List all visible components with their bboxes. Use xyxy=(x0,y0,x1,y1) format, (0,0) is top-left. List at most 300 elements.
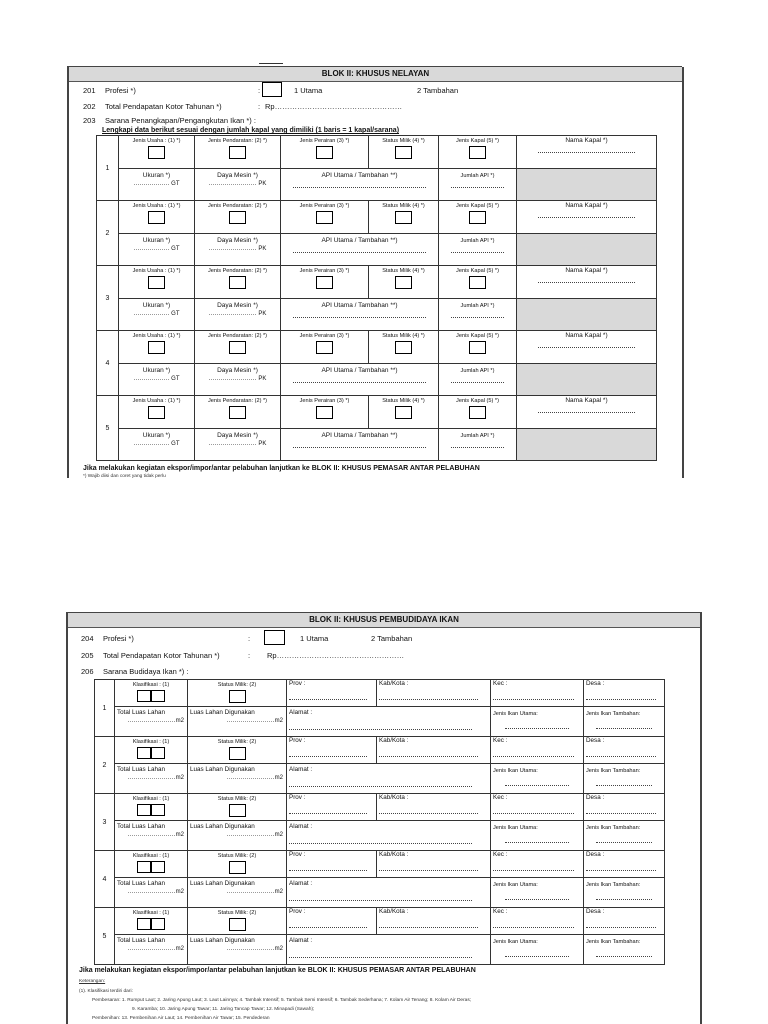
answer-box[interactable] xyxy=(151,861,165,873)
api-field[interactable] xyxy=(293,246,426,253)
prov-field[interactable] xyxy=(289,807,367,814)
jenis-ikan-utama-field[interactable] xyxy=(505,893,569,900)
luas-digunakan-field[interactable]: ……………………m2 xyxy=(226,775,283,781)
cell-label: Jenis Pendaratan: (2) *) xyxy=(207,333,268,339)
cell-klasifikasi xyxy=(115,908,188,935)
total-luas-field[interactable]: ……………………m2 xyxy=(127,718,184,724)
option-tambahan: 2 Tambahan xyxy=(417,86,459,95)
row-number: 5 xyxy=(95,908,115,965)
profesi-answer-box[interactable] xyxy=(262,82,282,97)
cell-jenis-perairan xyxy=(281,201,369,234)
budidaya-row-top xyxy=(95,680,665,707)
cell-kab-kota xyxy=(377,851,491,878)
cell-luas-digunakan xyxy=(188,935,287,965)
luas-digunakan-field[interactable]: ……………………m2 xyxy=(226,946,283,952)
answer-box[interactable] xyxy=(137,861,151,873)
cell-daya-mesin xyxy=(195,429,281,461)
note-line: Pembesaran: 1. Rumput Laut; 2. Jaring Apung Laut; 3. Laut Lainnya; 4. Tambak Intensif; 5. Tambak Semi Intensif; 6. Tambak Sederhana; 7. Kolam Air Tenang; 8. Kolam Air Deras; xyxy=(92,998,472,1003)
klasifikasi-boxes xyxy=(137,861,165,872)
top-mark xyxy=(259,63,283,64)
luas-digunakan-field[interactable]: ……………………m2 xyxy=(226,889,283,895)
cell-label: Luas Lahan Digunakan xyxy=(190,937,255,944)
cell-status-milik xyxy=(369,201,439,234)
nama-kapal-field[interactable] xyxy=(538,406,635,413)
cell-label: Status Milik (4) *) xyxy=(382,398,425,404)
cell-label: API Utama / Tambahan **) xyxy=(321,432,398,439)
cell-klasifikasi xyxy=(115,680,188,707)
cell-label: Prov : xyxy=(289,794,306,801)
cell-status-milik xyxy=(188,680,287,707)
cell-label: Kab/Kota : xyxy=(379,794,409,801)
prov-field[interactable] xyxy=(289,750,367,757)
klasifikasi-boxes xyxy=(137,747,165,758)
profesi-answer-box[interactable] xyxy=(264,630,285,645)
nama-kapal-field[interactable] xyxy=(538,341,635,348)
answer-box[interactable] xyxy=(395,276,412,289)
api-field[interactable] xyxy=(293,441,426,448)
cell-nama-kapal xyxy=(517,136,657,169)
answer-box[interactable] xyxy=(316,146,333,159)
cell-label: Jenis Perairan (3) *) xyxy=(299,203,350,209)
cell-kec xyxy=(491,851,584,878)
block-header: BLOK II: KHUSUS NELAYAN xyxy=(69,67,682,82)
desa-field[interactable] xyxy=(586,693,656,700)
answer-box[interactable] xyxy=(229,690,246,703)
note-line: (1). Klasifikasi terdiri dari: xyxy=(79,989,133,994)
cell-kec xyxy=(491,737,584,764)
cell-label: Alamat : xyxy=(289,937,313,944)
cell-label: Jumlah API *) xyxy=(460,368,495,374)
answer-box[interactable] xyxy=(229,918,246,931)
cell-nama-kapal xyxy=(517,266,657,299)
cell-label: Jumlah API *) xyxy=(460,238,495,244)
cell-label: Desa : xyxy=(586,680,605,687)
row-number: 3 xyxy=(95,794,115,851)
cell-label: Prov : xyxy=(289,908,306,915)
cell-label: Status Milik (4) *) xyxy=(382,203,425,209)
colon: : xyxy=(258,102,261,111)
cell-label: Kab/Kota : xyxy=(379,851,409,858)
desa-field[interactable] xyxy=(586,750,656,757)
cell-label: Jenis Kapal (5) *) xyxy=(456,268,499,274)
ukuran-field[interactable]: ……………… GT xyxy=(133,311,180,317)
cell-label: API Utama / Tambahan **) xyxy=(321,237,398,244)
answer-box[interactable] xyxy=(137,747,151,759)
cell-desa xyxy=(584,680,665,707)
cell-label: Status Milik: (2) xyxy=(217,796,257,802)
row-number: 1 xyxy=(97,136,119,201)
budidaya-row-bottom xyxy=(95,764,665,794)
cell-kab-kota xyxy=(377,680,491,707)
jumlah-api-field[interactable] xyxy=(451,441,505,448)
cell-jumlah-api xyxy=(439,364,517,396)
kapal-row-top xyxy=(97,396,657,429)
cell-shaded xyxy=(517,299,657,331)
cell-daya-mesin xyxy=(195,299,281,331)
cell-label: Ukuran *) xyxy=(142,302,171,309)
cell-jenis-usaha xyxy=(119,201,195,234)
kec-field[interactable] xyxy=(493,750,574,757)
cell-api xyxy=(281,234,439,266)
cell-label: Desa : xyxy=(586,908,605,915)
prov-field[interactable] xyxy=(289,921,367,928)
kapal-row-bottom xyxy=(97,234,657,266)
row-number: 2 xyxy=(95,737,115,794)
cell-jenis-kapal xyxy=(439,396,517,429)
cell-label: Kec : xyxy=(493,737,508,744)
daya-mesin-field[interactable]: …………………… PK xyxy=(208,376,267,382)
form-nelayan xyxy=(67,66,682,478)
cell-klasifikasi xyxy=(115,737,188,764)
api-field[interactable] xyxy=(293,181,426,188)
cell-jenis-ikan-utama xyxy=(491,935,584,965)
cell-total-luas xyxy=(115,707,188,737)
question-202: 202 Total Pendapatan Kotor Tahunan *) xyxy=(83,102,222,111)
cell-label: Nama Kapal *) xyxy=(565,137,608,144)
kec-field[interactable] xyxy=(493,693,574,700)
nama-kapal-field[interactable] xyxy=(538,276,635,283)
answer-box[interactable] xyxy=(395,211,412,224)
cell-label: Desa : xyxy=(586,794,605,801)
klasifikasi-boxes xyxy=(137,804,165,815)
daya-mesin-field[interactable]: …………………… PK xyxy=(208,311,267,317)
alamat-field[interactable] xyxy=(289,780,472,787)
instruction: Lengkapi data berikut sesuai dengan jumlah kapal yang dimiliki (1 baris = 1 kapal/sarana) xyxy=(102,127,400,134)
ukuran-field[interactable]: ……………… GT xyxy=(133,376,180,382)
jumlah-api-field[interactable] xyxy=(451,181,505,188)
ukuran-field[interactable]: ……………… GT xyxy=(133,246,180,252)
cell-label: Klasifikasi : (1) xyxy=(132,910,170,916)
cell-label: Jenis Kapal (5) *) xyxy=(456,398,499,404)
prov-field[interactable] xyxy=(289,693,367,700)
total-luas-field[interactable]: ……………………m2 xyxy=(127,889,184,895)
cell-label: Alamat : xyxy=(289,880,313,887)
answer-box[interactable] xyxy=(148,341,165,354)
budidaya-row-bottom xyxy=(95,878,665,908)
cell-label: Klasifikasi : (1) xyxy=(132,739,170,745)
cell-luas-digunakan xyxy=(188,764,287,794)
cell-label: Ukuran *) xyxy=(142,172,171,179)
answer-box[interactable] xyxy=(316,211,333,224)
answer-box[interactable] xyxy=(148,406,165,419)
cell-label: Total Luas Lahan xyxy=(117,823,165,830)
cell-kec xyxy=(491,680,584,707)
answer-box[interactable] xyxy=(469,406,486,419)
cell-ukuran xyxy=(119,299,195,331)
answer-box[interactable] xyxy=(469,341,486,354)
jenis-ikan-tambahan-field[interactable] xyxy=(596,722,652,729)
row-number: 3 xyxy=(97,266,119,331)
answer-box[interactable] xyxy=(316,341,333,354)
cell-jenis-pendaratan xyxy=(195,136,281,169)
cell-label: Jenis Perairan (3) *) xyxy=(299,398,350,404)
cell-label: Jenis Usaha : (1) *) xyxy=(132,268,181,274)
jenis-ikan-utama-field[interactable] xyxy=(505,779,569,786)
footnote: *) Wajib diisi dan coret yang tidak perlu xyxy=(83,474,166,479)
cell-shaded xyxy=(517,364,657,396)
cell-label: Ukuran *) xyxy=(142,432,171,439)
daya-mesin-field[interactable]: …………………… PK xyxy=(208,181,267,187)
jenis-ikan-tambahan-field[interactable] xyxy=(596,836,652,843)
cell-label: API Utama / Tambahan **) xyxy=(321,172,398,179)
cell-api xyxy=(281,299,439,331)
cell-label: Jenis Usaha : (1) *) xyxy=(132,333,181,339)
cell-label: Ukuran *) xyxy=(142,367,171,374)
kec-field[interactable] xyxy=(493,807,574,814)
cell-ukuran xyxy=(119,364,195,396)
kab-kota-field[interactable] xyxy=(379,921,478,928)
cell-prov xyxy=(287,794,377,821)
total-luas-field[interactable]: ……………………m2 xyxy=(127,946,184,952)
answer-box[interactable] xyxy=(229,406,246,419)
answer-box[interactable] xyxy=(469,276,486,289)
cell-label: Jumlah API *) xyxy=(460,173,495,179)
cell-label: Daya Mesin *) xyxy=(217,237,258,244)
question-201: 201 Profesi *) xyxy=(83,86,136,95)
answer-box[interactable] xyxy=(229,276,246,289)
desa-field[interactable] xyxy=(586,864,656,871)
kapal-row-top xyxy=(97,201,657,234)
colon: : xyxy=(258,86,261,95)
option-utama: 1 Utama xyxy=(294,86,323,95)
cell-label: Desa : xyxy=(586,737,605,744)
alamat-field[interactable] xyxy=(289,951,472,958)
cell-label: Jenis Kapal (5) *) xyxy=(456,333,499,339)
kec-field[interactable] xyxy=(493,921,574,928)
pendapatan-field[interactable]: Rp…………………………………………… xyxy=(265,102,403,111)
desa-field[interactable] xyxy=(586,807,656,814)
cell-jenis-usaha xyxy=(119,396,195,429)
cell-status-milik xyxy=(369,266,439,299)
jenis-ikan-tambahan-field[interactable] xyxy=(596,893,652,900)
option-tambahan: 2 Tambahan xyxy=(371,634,413,643)
total-luas-field[interactable]: ……………………m2 xyxy=(127,775,184,781)
cell-label: Jenis Ikan Tambahan: xyxy=(586,711,641,717)
cell-desa xyxy=(584,737,665,764)
kab-kota-field[interactable] xyxy=(379,693,478,700)
cell-label: Status Milik: (2) xyxy=(217,739,257,745)
cell-daya-mesin xyxy=(195,169,281,201)
jumlah-api-field[interactable] xyxy=(451,246,505,253)
cell-alamat xyxy=(287,878,491,908)
cell-desa xyxy=(584,794,665,821)
nama-kapal-field[interactable] xyxy=(538,211,635,218)
cell-shaded xyxy=(517,234,657,266)
klasifikasi-boxes xyxy=(137,918,165,929)
answer-box[interactable] xyxy=(316,276,333,289)
cell-ukuran xyxy=(119,429,195,461)
cell-label: Total Luas Lahan xyxy=(117,709,165,716)
answer-box[interactable] xyxy=(151,690,165,702)
api-field[interactable] xyxy=(293,311,426,318)
cell-jenis-kapal xyxy=(439,266,517,299)
kab-kota-field[interactable] xyxy=(379,864,478,871)
jumlah-api-field[interactable] xyxy=(451,311,505,318)
cell-label: Daya Mesin *) xyxy=(217,172,258,179)
cell-kec xyxy=(491,908,584,935)
kapal-row-bottom xyxy=(97,169,657,201)
cell-label: Kec : xyxy=(493,794,508,801)
jenis-ikan-utama-field[interactable] xyxy=(505,722,569,729)
cell-total-luas xyxy=(115,878,188,908)
colon: : xyxy=(248,634,251,643)
luas-digunakan-field[interactable]: ……………………m2 xyxy=(226,718,283,724)
answer-box[interactable] xyxy=(137,804,151,816)
cell-jenis-kapal xyxy=(439,331,517,364)
cell-label: Jenis Ikan Utama: xyxy=(493,882,538,888)
cell-daya-mesin xyxy=(195,364,281,396)
cell-desa xyxy=(584,851,665,878)
total-luas-field[interactable]: ……………………m2 xyxy=(127,832,184,838)
cell-daya-mesin xyxy=(195,234,281,266)
cell-jenis-perairan xyxy=(281,396,369,429)
ukuran-field[interactable]: ……………… GT xyxy=(133,441,180,447)
prov-field[interactable] xyxy=(289,864,367,871)
answer-box[interactable] xyxy=(395,341,412,354)
cell-label: Jenis Ikan Utama: xyxy=(493,825,538,831)
cell-label: Kab/Kota : xyxy=(379,680,409,687)
question-206: 206 Sarana Budidaya Ikan *) : xyxy=(81,667,189,676)
api-field[interactable] xyxy=(293,376,426,383)
answer-box[interactable] xyxy=(151,747,165,759)
cell-prov xyxy=(287,908,377,935)
cell-kab-kota xyxy=(377,737,491,764)
cell-nama-kapal xyxy=(517,331,657,364)
note-line: Pembenihan: 13. Pembenihan Air Laut; 14. Pembenihan Air Tawar; 15. Pendederan xyxy=(92,1016,270,1021)
jenis-ikan-utama-field[interactable] xyxy=(505,836,569,843)
cell-label: Jenis Pendaratan: (2) *) xyxy=(207,138,268,144)
cell-luas-digunakan xyxy=(188,821,287,851)
pendapatan-field[interactable]: Rp…………………………………………… xyxy=(267,651,405,660)
kapal-row-bottom xyxy=(97,299,657,331)
cell-jenis-perairan xyxy=(281,331,369,364)
answer-box[interactable] xyxy=(316,406,333,419)
cell-label: Jenis Kapal (5) *) xyxy=(456,138,499,144)
klasifikasi-boxes xyxy=(137,690,165,701)
answer-box[interactable] xyxy=(229,146,246,159)
answer-box[interactable] xyxy=(148,211,165,224)
cell-label: API Utama / Tambahan **) xyxy=(321,302,398,309)
daya-mesin-field[interactable]: …………………… PK xyxy=(208,246,267,252)
cell-label: Jenis Perairan (3) *) xyxy=(299,333,350,339)
cell-jenis-usaha xyxy=(119,266,195,299)
answer-box[interactable] xyxy=(469,211,486,224)
kapal-row-top xyxy=(97,136,657,169)
row-number: 4 xyxy=(97,331,119,396)
cell-kec xyxy=(491,794,584,821)
cell-label: Jenis Ikan Tambahan: xyxy=(586,825,641,831)
cell-label: Daya Mesin *) xyxy=(217,367,258,374)
answer-box[interactable] xyxy=(148,146,165,159)
cell-label: Kec : xyxy=(493,851,508,858)
row-number: 1 xyxy=(95,680,115,737)
answer-box[interactable] xyxy=(229,211,246,224)
cell-ukuran xyxy=(119,234,195,266)
budidaya-row-top xyxy=(95,737,665,764)
cell-jenis-ikan-utama xyxy=(491,707,584,737)
cell-label: Status Milik: (2) xyxy=(217,910,257,916)
jenis-ikan-tambahan-field[interactable] xyxy=(596,779,652,786)
cell-jumlah-api xyxy=(439,234,517,266)
alamat-field[interactable] xyxy=(289,723,472,730)
cell-prov xyxy=(287,680,377,707)
cell-label: Jenis Pendaratan: (2) *) xyxy=(207,203,268,209)
cell-alamat xyxy=(287,764,491,794)
kab-kota-field[interactable] xyxy=(379,750,478,757)
cell-total-luas xyxy=(115,764,188,794)
answer-box[interactable] xyxy=(137,918,151,930)
answer-box[interactable] xyxy=(151,804,165,816)
cell-ukuran xyxy=(119,169,195,201)
alamat-field[interactable] xyxy=(289,837,472,844)
cell-prov xyxy=(287,851,377,878)
cell-label: Ukuran *) xyxy=(142,237,171,244)
answer-box[interactable] xyxy=(229,861,246,874)
answer-box[interactable] xyxy=(148,276,165,289)
cell-label: Jenis Ikan Utama: xyxy=(493,768,538,774)
cell-prov xyxy=(287,737,377,764)
answer-box[interactable] xyxy=(469,146,486,159)
answer-box[interactable] xyxy=(395,146,412,159)
keterangan-label: Keterangan: xyxy=(79,979,106,984)
cell-label: Alamat : xyxy=(289,823,313,830)
kab-kota-field[interactable] xyxy=(379,807,478,814)
cell-nama-kapal xyxy=(517,201,657,234)
luas-digunakan-field[interactable]: ……………………m2 xyxy=(226,832,283,838)
nama-kapal-field[interactable] xyxy=(538,146,635,153)
kec-field[interactable] xyxy=(493,864,574,871)
budidaya-row-top xyxy=(95,794,665,821)
cell-jenis-pendaratan xyxy=(195,396,281,429)
cell-total-luas xyxy=(115,935,188,965)
cell-kab-kota xyxy=(377,908,491,935)
desa-field[interactable] xyxy=(586,921,656,928)
answer-box[interactable] xyxy=(137,690,151,702)
cell-label: Luas Lahan Digunakan xyxy=(190,709,255,716)
question-204: 204 Profesi *) xyxy=(81,634,134,643)
cell-label: Status Milik (4) *) xyxy=(382,333,425,339)
cell-label: Total Luas Lahan xyxy=(117,937,165,944)
option-utama: 1 Utama xyxy=(300,634,329,643)
jumlah-api-field[interactable] xyxy=(451,376,505,383)
footer-instruction: Jika melakukan kegiatan ekspor/impor/antar pelabuhan lanjutkan ke BLOK II: KHUSUS PEMASAR ANTAR PELABUHAN xyxy=(79,967,476,974)
cell-api xyxy=(281,169,439,201)
answer-box[interactable] xyxy=(395,406,412,419)
jenis-ikan-utama-field[interactable] xyxy=(505,950,569,957)
jenis-ikan-tambahan-field[interactable] xyxy=(596,950,652,957)
cell-desa xyxy=(584,908,665,935)
ukuran-field[interactable]: ……………… GT xyxy=(133,181,180,187)
cell-shaded xyxy=(517,429,657,461)
alamat-field[interactable] xyxy=(289,894,472,901)
cell-jenis-ikan-tambahan xyxy=(584,764,665,794)
answer-box[interactable] xyxy=(229,341,246,354)
answer-box[interactable] xyxy=(151,918,165,930)
kapal-row-top xyxy=(97,331,657,364)
cell-jumlah-api xyxy=(439,299,517,331)
cell-label: Status Milik: (2) xyxy=(217,682,257,688)
daya-mesin-field[interactable]: …………………… PK xyxy=(208,441,267,447)
cell-label: Nama Kapal *) xyxy=(565,267,608,274)
cell-label: Prov : xyxy=(289,737,306,744)
kapal-row-top xyxy=(97,266,657,299)
answer-box[interactable] xyxy=(229,747,246,760)
question-203: 203 Sarana Penangkapan/Pengangkutan Ikan *) : xyxy=(83,116,256,125)
answer-box[interactable] xyxy=(229,804,246,817)
budidaya-row-bottom xyxy=(95,821,665,851)
cell-label: Luas Lahan Digunakan xyxy=(190,766,255,773)
footer-instruction: Jika melakukan kegiatan ekspor/impor/antar pelabuhan lanjutkan ke BLOK II: KHUSUS PEMASAR ANTAR PELABUHAN xyxy=(83,465,480,472)
